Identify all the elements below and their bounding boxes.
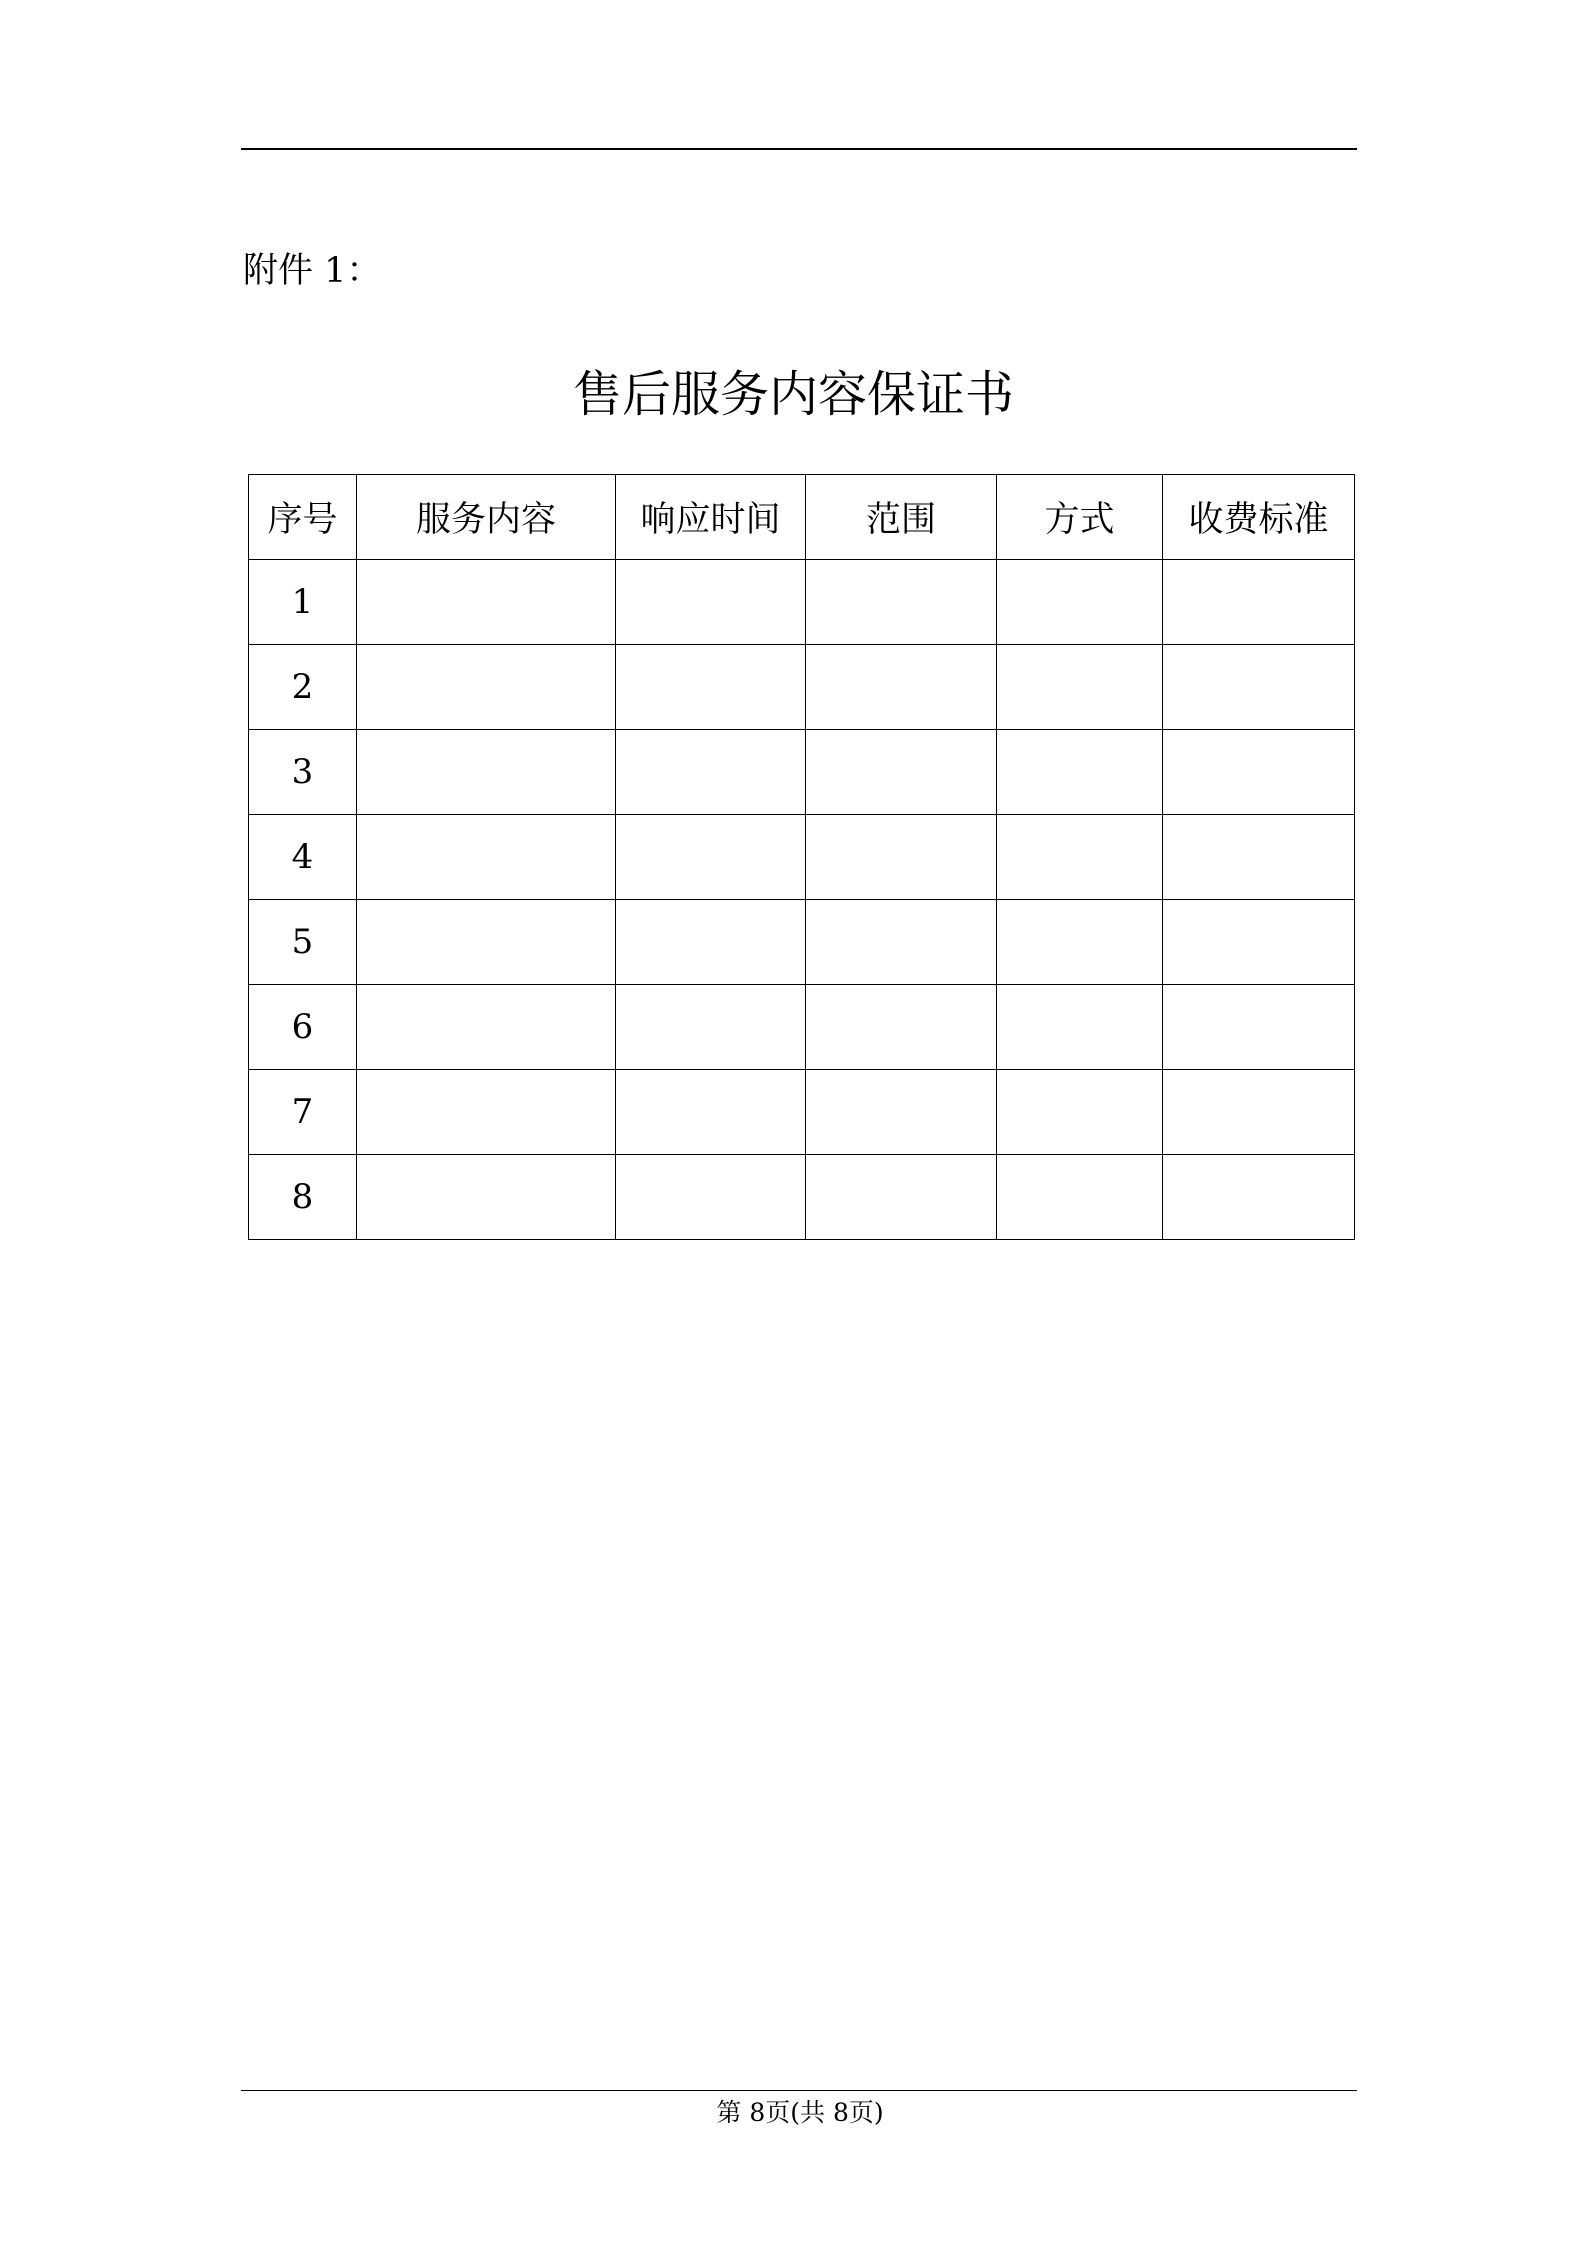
- table-row: [249, 900, 1355, 985]
- service-content-cell: [357, 985, 616, 1070]
- table-row: [249, 645, 1355, 730]
- response-time-cell: [616, 815, 806, 900]
- scope-cell: [806, 1155, 997, 1240]
- row-number-cell: 4: [249, 815, 357, 900]
- table-header-row: [249, 475, 1355, 560]
- response-time-cell: [616, 985, 806, 1070]
- attachment-label: 附件 1：: [243, 251, 382, 291]
- scope-cell: [806, 645, 997, 730]
- fee-standard-cell: [1163, 815, 1355, 900]
- row-number-cell: 8: [249, 1155, 357, 1240]
- method-cell: [997, 1155, 1163, 1240]
- response-time-cell: [616, 1070, 806, 1155]
- scope-cell: [806, 560, 997, 645]
- method-cell: [997, 645, 1163, 730]
- table-row: [249, 1070, 1355, 1155]
- response-time-cell: [616, 1155, 806, 1240]
- service-content-cell: [357, 560, 616, 645]
- method-cell: [997, 815, 1163, 900]
- header-cell-scope: 范围: [806, 475, 997, 560]
- footer-rule: [241, 2090, 1357, 2091]
- fee-standard-cell: [1163, 560, 1355, 645]
- method-cell: [997, 730, 1163, 815]
- fee-standard-cell: [1163, 900, 1355, 985]
- row-number-cell: 5: [249, 900, 357, 985]
- table-row: [249, 1155, 1355, 1240]
- response-time-cell: [616, 560, 806, 645]
- fee-standard-cell: [1163, 1155, 1355, 1240]
- response-time-cell: [616, 900, 806, 985]
- scope-cell: [806, 1070, 997, 1155]
- service-content-cell: [357, 730, 616, 815]
- service-content-cell: [357, 815, 616, 900]
- method-cell: [997, 900, 1163, 985]
- table-row: [249, 985, 1355, 1070]
- fee-standard-cell: [1163, 730, 1355, 815]
- response-time-cell: [616, 730, 806, 815]
- page-number-footer: 第 8页(共 8页): [716, 2098, 884, 2127]
- scope-cell: [806, 900, 997, 985]
- scope-cell: [806, 985, 997, 1070]
- row-number-cell: 3: [249, 730, 357, 815]
- header-cell-index: 序号: [249, 475, 357, 560]
- method-cell: [997, 560, 1163, 645]
- service-content-cell: [357, 1070, 616, 1155]
- scope-cell: [806, 815, 997, 900]
- method-cell: [997, 985, 1163, 1070]
- row-number-cell: 2: [249, 645, 357, 730]
- row-number-cell: 1: [249, 560, 357, 645]
- table-row: [249, 815, 1355, 900]
- header-cell-fee-standard: 收费标准: [1163, 475, 1355, 560]
- service-content-cell: [357, 1155, 616, 1240]
- table-row: [249, 730, 1355, 815]
- header-cell-response-time: 响应时间: [616, 475, 806, 560]
- scope-cell: [806, 730, 997, 815]
- fee-standard-cell: [1163, 645, 1355, 730]
- row-number-cell: 6: [249, 985, 357, 1070]
- document-title: 售后服务内容保证书: [572, 366, 1014, 423]
- response-time-cell: [616, 645, 806, 730]
- row-number-cell: 7: [249, 1070, 357, 1155]
- service-content-cell: [357, 900, 616, 985]
- fee-standard-cell: [1163, 985, 1355, 1070]
- header-cell-service-content: 服务内容: [357, 475, 616, 560]
- fee-standard-cell: [1163, 1070, 1355, 1155]
- table-row: [249, 560, 1355, 645]
- header-rule: [241, 148, 1357, 150]
- header-cell-method: 方式: [997, 475, 1163, 560]
- method-cell: [997, 1070, 1163, 1155]
- service-table: [248, 474, 1355, 1240]
- service-content-cell: [357, 645, 616, 730]
